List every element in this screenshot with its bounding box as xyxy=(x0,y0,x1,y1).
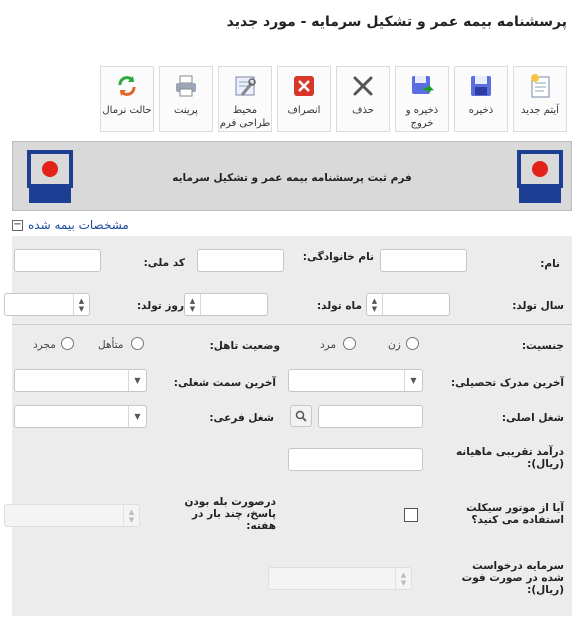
income-label: درآمد تقریبی ماهیانه (ریال): xyxy=(455,446,564,470)
refresh-icon xyxy=(112,71,142,101)
birth-year-spinner[interactable] xyxy=(366,293,450,316)
marital-single-radio[interactable] xyxy=(61,337,74,350)
cancel-icon xyxy=(289,71,319,101)
motorcycle-freq-label: درصورت بله بودن پاسخ، چند بار در هفته: xyxy=(184,496,276,532)
save-exit-icon xyxy=(407,71,437,101)
new-item-button[interactable] xyxy=(513,66,567,132)
search-icon xyxy=(295,410,307,422)
gender-female-radio[interactable] xyxy=(406,337,419,350)
save-exit-button[interactable] xyxy=(395,66,449,132)
last-name-field[interactable] xyxy=(197,249,284,272)
form-designer-button[interactable] xyxy=(218,66,272,132)
birth-day-label: روز تولد: xyxy=(136,300,184,312)
form-designer-label: محیط طراحی فرم xyxy=(219,105,271,129)
spinner-arrows-icon[interactable]: ▲ ▼ xyxy=(123,505,139,526)
birth-year-label: سال تولد: xyxy=(512,300,564,312)
chevron-down-icon[interactable]: ▼ xyxy=(128,370,146,391)
normal-mode-button[interactable] xyxy=(100,66,154,132)
normal-mode-label: حالت نرمال xyxy=(102,105,152,116)
income-field[interactable] xyxy=(288,448,423,471)
birth-month-label: ماه تولد: xyxy=(316,300,362,312)
capital-spinner[interactable] xyxy=(268,567,412,590)
main-job-search-button[interactable] xyxy=(290,405,312,427)
section-title: مشخصات بیمه شده xyxy=(28,218,129,232)
national-code-field[interactable] xyxy=(14,249,101,272)
save-exit-label: ذخیره و خروج xyxy=(405,105,439,129)
save-label: ذخیره xyxy=(468,105,494,116)
new-item-label: آیتم جدید xyxy=(521,105,559,116)
main-job-field[interactable] xyxy=(318,405,423,428)
chevron-down-icon[interactable]: ▼ xyxy=(404,370,422,391)
capital-label: سرمایه درخواست شده در صورت فوت (ریال): xyxy=(461,560,564,596)
new-item-icon xyxy=(525,71,555,101)
cancel-label: انصراف xyxy=(287,105,321,116)
national-code-label: کد ملی: xyxy=(143,257,185,269)
print-button[interactable] xyxy=(159,66,213,132)
spinner-arrows-icon[interactable]: ▲ ▼ xyxy=(185,294,201,315)
gender-male-text: مرد xyxy=(320,339,337,351)
job-position-select[interactable] xyxy=(14,369,147,392)
delete-icon xyxy=(348,71,378,101)
spinner-arrows-icon[interactable]: ▲ ▼ xyxy=(395,568,411,589)
spinner-arrows-icon[interactable]: ▲ ▼ xyxy=(73,294,89,315)
print-label: پرینت xyxy=(174,105,198,116)
delete-button[interactable] xyxy=(336,66,390,132)
side-job-select[interactable] xyxy=(14,405,147,428)
gender-female-text: زن xyxy=(388,339,401,351)
motorcycle-freq-spinner[interactable] xyxy=(4,504,140,527)
first-name-field[interactable] xyxy=(380,249,467,272)
marital-married-text: متأهل xyxy=(98,339,124,351)
first-name-label: نام: xyxy=(540,258,560,270)
page-title: پرسشنامه بیمه عمر و تشکیل سرمایه - مورد جدید xyxy=(226,14,567,30)
designer-icon xyxy=(230,71,260,101)
insured-panel xyxy=(12,236,572,616)
delete-label: حذف xyxy=(352,105,374,116)
cancel-button[interactable] xyxy=(277,66,331,132)
motorcycle-label: آیا از موتور سیکلت استفاده می کنید؟ xyxy=(466,502,564,526)
save-button[interactable] xyxy=(454,66,508,132)
last-name-label: نام خانوادگی: xyxy=(302,251,374,263)
gender-label: جنسیت: xyxy=(521,340,564,352)
job-position-label: آخرین سمت شغلی: xyxy=(173,377,276,389)
form-title: فرم ثبت پرسشنامه بیمه عمر و تشکیل سرمایه xyxy=(172,172,412,184)
spinner-arrows-icon[interactable]: ▲ ▼ xyxy=(367,294,383,315)
printer-icon xyxy=(171,71,201,101)
collapse-toggle[interactable]: − xyxy=(13,219,22,230)
education-label: آخرین مدرک تحصیلی: xyxy=(450,377,564,389)
marital-single-text: مجرد xyxy=(33,339,56,351)
marital-married-radio[interactable] xyxy=(131,337,144,350)
marital-label: وضعیت تاهل: xyxy=(209,340,280,352)
main-job-label: شغل اصلی: xyxy=(501,412,564,424)
form-banner xyxy=(12,141,572,211)
chevron-down-icon[interactable]: ▼ xyxy=(128,406,146,427)
toolbar xyxy=(95,66,567,132)
gender-male-radio[interactable] xyxy=(343,337,356,350)
save-icon xyxy=(466,71,496,101)
birth-month-spinner[interactable] xyxy=(184,293,268,316)
education-select[interactable] xyxy=(288,369,423,392)
insured-section-header xyxy=(12,217,572,235)
birth-day-spinner[interactable] xyxy=(4,293,90,316)
motorcycle-checkbox[interactable] xyxy=(404,508,418,522)
divider xyxy=(12,324,572,325)
side-job-label: شغل فرعی: xyxy=(209,412,274,424)
